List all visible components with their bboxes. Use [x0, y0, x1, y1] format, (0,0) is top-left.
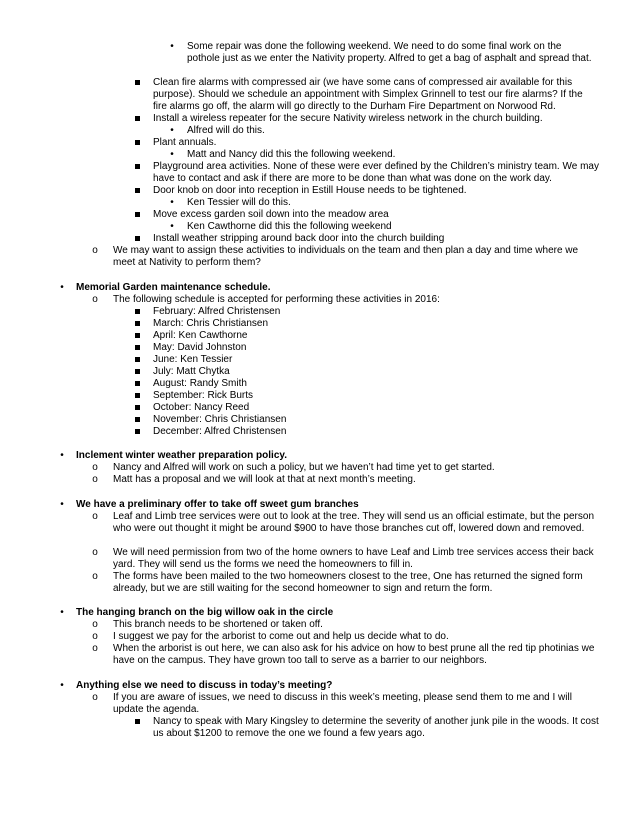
list-item: I suggest we pay for the arborist to come out and help us decide what to do. [113, 631, 449, 642]
list-item: Plant annuals. [153, 137, 217, 148]
bullet-circle: o [92, 474, 98, 485]
bullet-square [130, 233, 144, 245]
bullet-square [130, 414, 144, 426]
bullet-circle: o [92, 511, 98, 522]
schedule-item: August: Randy Smith [153, 378, 247, 389]
bullet-square [130, 390, 144, 402]
bullet-square [130, 185, 144, 197]
bullet-square [130, 209, 144, 221]
bullet-circle: o [92, 294, 98, 305]
bullet-circle: o [92, 571, 98, 582]
schedule-item: February: Alfred Christensen [153, 306, 281, 317]
list-item: Install a wireless repeater for the secure Nativity wireless network in the church building. [153, 113, 543, 124]
schedule-item: July: Matt Chytka [153, 366, 230, 377]
section-heading: Inclement winter weather preparation policy. [76, 450, 287, 461]
list-item: Some repair was done the following weekend. We need to do some final work on the pothole just as we enter the Nativity property. Alfred to get a bag of asphalt and spread that. [187, 41, 592, 64]
list-item: Alfred will do this. [187, 125, 265, 136]
bullet-disc: • [170, 125, 174, 136]
bullet-square [130, 402, 144, 414]
section-heading: Memorial Garden maintenance schedule. [76, 282, 271, 293]
bullet-circle: o [92, 692, 98, 703]
bullet-square [130, 161, 144, 173]
schedule-item: May: David Johnston [153, 342, 247, 353]
bullet-square [130, 77, 144, 89]
list-item: Nancy to speak with Mary Kingsley to determine the severity of another junk pile in the woods. It cost us about $1200 to remove the one we found a few years ago. [153, 716, 599, 739]
bullet-disc: • [60, 680, 64, 691]
bullet-circle: o [92, 547, 98, 558]
schedule-item: April: Ken Cawthorne [153, 330, 248, 341]
bullet-circle: o [92, 245, 98, 256]
list-item: Matt has a proposal and we will look at that at next month’s meeting. [113, 474, 416, 485]
section-heading: We have a preliminary offer to take off sweet gum branches [76, 499, 359, 510]
section-heading: Anything else we need to discuss in today’s meeting? [76, 680, 333, 691]
list-item: Ken Cawthorne did this the following weekend [187, 221, 392, 232]
list-item: If you are aware of issues, we need to discuss in this week’s meeting, please send them to me and I will update the agenda. [113, 692, 572, 715]
bullet-square [130, 330, 144, 342]
bullet-disc: • [170, 41, 174, 52]
schedule-item: March: Chris Christiansen [153, 318, 269, 329]
list-item: Matt and Nancy did this the following weekend. [187, 149, 396, 160]
schedule-item: December: Alfred Christensen [153, 426, 287, 437]
list-item: Install weather stripping around back door into the church building [153, 233, 445, 244]
bullet-square [130, 426, 144, 438]
bullet-disc: • [60, 607, 64, 618]
bullet-disc: • [170, 197, 174, 208]
bullet-disc: • [170, 221, 174, 232]
schedule-item: October: Nancy Reed [153, 402, 250, 413]
bullet-square [130, 354, 144, 366]
schedule-item: November: Chris Christiansen [153, 414, 287, 425]
list-item: When the arborist is out here, we can also ask for his advice on how to best prune all the red tip photinias we have on the campus. They have grown too tall to serve as a barrier to our neighbors. [113, 643, 595, 666]
list-item: This branch needs to be shortened or taken off. [113, 619, 323, 630]
list-item: Clean fire alarms with compressed air (we have some cans of compressed air available for this purpose). Should we schedule an appointment with Simplex Grinnell to test our fire alarms? If the fire alarms go off, the alarm will go directly to the Durham Fire Department on Norwood Rd. [153, 77, 583, 112]
bullet-disc: • [60, 450, 64, 461]
list-item: Leaf and Limb tree services were out to look at the tree. They will send us an official estimate, but the person who were out thought it might be around $900 to have those branches cut off, lowered down and removed. [113, 511, 595, 534]
list-item: The following schedule is accepted for performing these activities in 2016: [113, 294, 440, 305]
list-item: We will need permission from two of the home owners to have Leaf and Limb tree services access their back yard. They will send us the forms we need the homeowners to fill in. [113, 547, 594, 570]
bullet-square [130, 378, 144, 390]
bullet-circle: o [92, 462, 98, 473]
bullet-circle: o [92, 631, 98, 642]
list-item: Playground area activities. None of these were ever defined by the Children’s ministry team. We may have to contact and ask if there are more to be done than what was done on the work day. [153, 161, 599, 184]
bullet-square [130, 137, 144, 149]
list-item: Nancy and Alfred will work on such a policy, but we haven’t had time yet to get started. [113, 462, 495, 473]
list-item: Ken Tessier will do this. [187, 197, 291, 208]
schedule-item: September: Rick Burts [153, 390, 254, 401]
bullet-circle: o [92, 643, 98, 654]
bullet-square [130, 716, 144, 728]
bullet-square [130, 318, 144, 330]
list-item: We may want to assign these activities to individuals on the team and then plan a day and time where we meet at Nativity to perform them? [113, 245, 579, 268]
bullet-square [130, 113, 144, 125]
bullet-square [130, 366, 144, 378]
bullet-circle: o [92, 619, 98, 630]
schedule-item: June: Ken Tessier [153, 354, 233, 365]
bullet-disc: • [170, 149, 174, 160]
section-heading: The hanging branch on the big willow oak in the circle [76, 607, 334, 618]
bullet-square [130, 306, 144, 318]
list-item: Move excess garden soil down into the meadow area [153, 209, 389, 220]
list-item: Door knob on door into reception in Estill House needs to be tightened. [153, 185, 467, 196]
list-item: The forms have been mailed to the two homeowners closest to the tree, One has returned the signed form already, but we are still waiting for the second homeowner to sign and return the form. [113, 571, 583, 594]
bullet-disc: • [60, 499, 64, 510]
bullet-disc: • [60, 282, 64, 293]
bullet-square [130, 342, 144, 354]
